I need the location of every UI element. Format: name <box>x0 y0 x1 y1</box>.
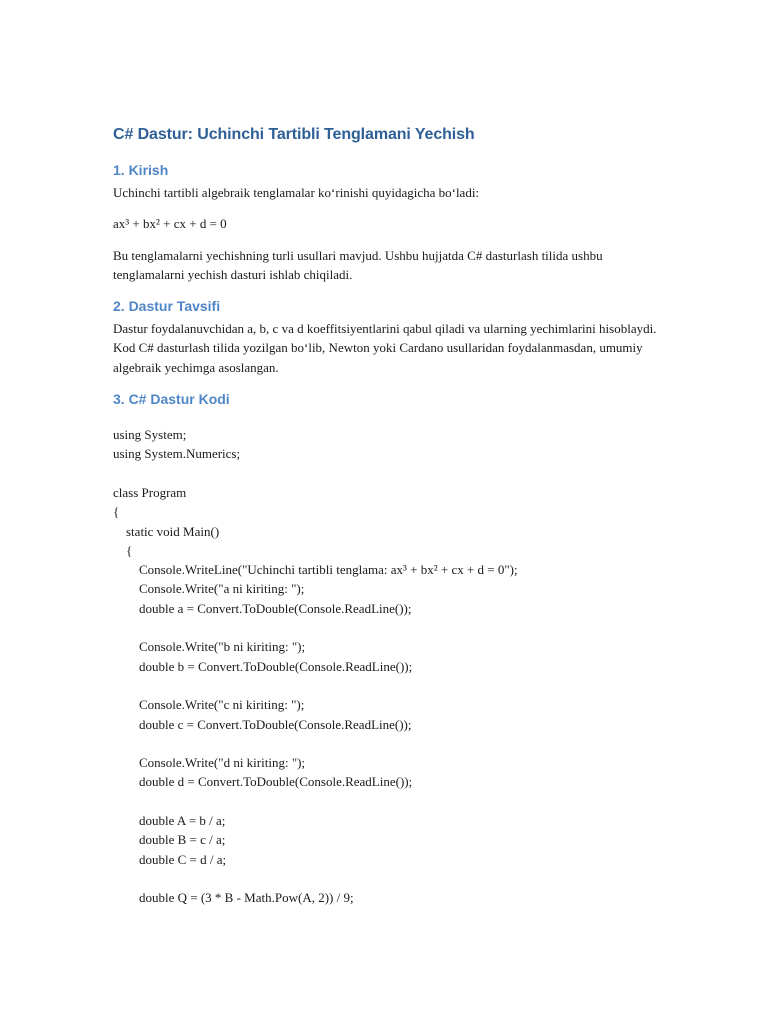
code-line: { <box>113 504 120 520</box>
code-line: double c = Convert.ToDouble(Console.ReadLine()); <box>113 716 412 732</box>
code-line: using System; <box>113 427 187 443</box>
intro-paragraph: Uchinchi tartibli algebraik tenglamalar ko‘rinishi quyidagicha bo‘ladi: <box>113 185 480 200</box>
code-line: Console.Write("c ni kiriting: "); <box>113 697 305 713</box>
code-line: Console.Write("b ni kiriting: "); <box>113 639 306 655</box>
code-line <box>113 676 673 695</box>
section-description <box>113 296 673 377</box>
code-line: Console.Write("d ni kiriting: "); <box>113 755 306 771</box>
code-line <box>113 464 673 483</box>
code-line: static void Main() <box>113 523 220 539</box>
code-block <box>113 425 673 907</box>
code-line: Console.Write("a ni kiriting: "); <box>113 581 305 597</box>
section-intro <box>113 160 673 284</box>
code-line <box>113 618 673 637</box>
code-line: double d = Convert.ToDouble(Console.ReadLine()); <box>113 774 413 790</box>
code-line <box>113 734 673 753</box>
code-line: double A = b / a; <box>113 813 226 829</box>
code-line <box>113 869 673 888</box>
section-code <box>113 389 673 907</box>
description-paragraph: Dastur foydalanuvchidan a, b, c va d koeffitsiyentlarini qabul qiladi va ularning yechimlarini hisoblaydi. Kod C# dasturlash tilida yozilgan bo‘lib, Newton yoki Cardano usullaridan foydalanmasdan, umumiy algebraik yechimga asoslangan. <box>113 321 657 375</box>
document-page <box>113 124 673 908</box>
code-line: class Program <box>113 484 187 500</box>
code-line: using System.Numerics; <box>113 446 241 462</box>
intro-paragraph-2: Bu tenglamalarni yechishning turli usullari mavjud. Ushbu hujjatda C# dasturlash tilida ushbu tenglamalarni yechish dasturi ishlab chiqiladi. <box>113 247 603 282</box>
section-heading-description: 2. Dastur Tavsifi <box>113 298 221 315</box>
code-line: double B = c / a; <box>113 832 226 848</box>
code-line: double C = d / a; <box>113 851 227 867</box>
section-heading-intro: 1. Kirish <box>113 162 169 178</box>
code-line: double a = Convert.ToDouble(Console.ReadLine()); <box>113 600 412 616</box>
code-line: Console.WriteLine("Uchinchi tartibli tenglama: ax³ + bx² + cx + d = 0"); <box>113 562 518 578</box>
code-line: double b = Convert.ToDouble(Console.ReadLine()); <box>113 658 413 674</box>
code-line: double Q = (3 * B - Math.Pow(A, 2)) / 9; <box>113 890 354 906</box>
code-line: { <box>113 542 133 558</box>
equation-text: ax³ + bx² + cx + d = 0 <box>113 216 227 232</box>
code-line <box>113 792 673 811</box>
document-title: C# Dastur: Uchinchi Tartibli Tenglamani Yechish <box>113 126 475 143</box>
section-heading-code: 3. C# Dastur Kodi <box>113 391 230 408</box>
